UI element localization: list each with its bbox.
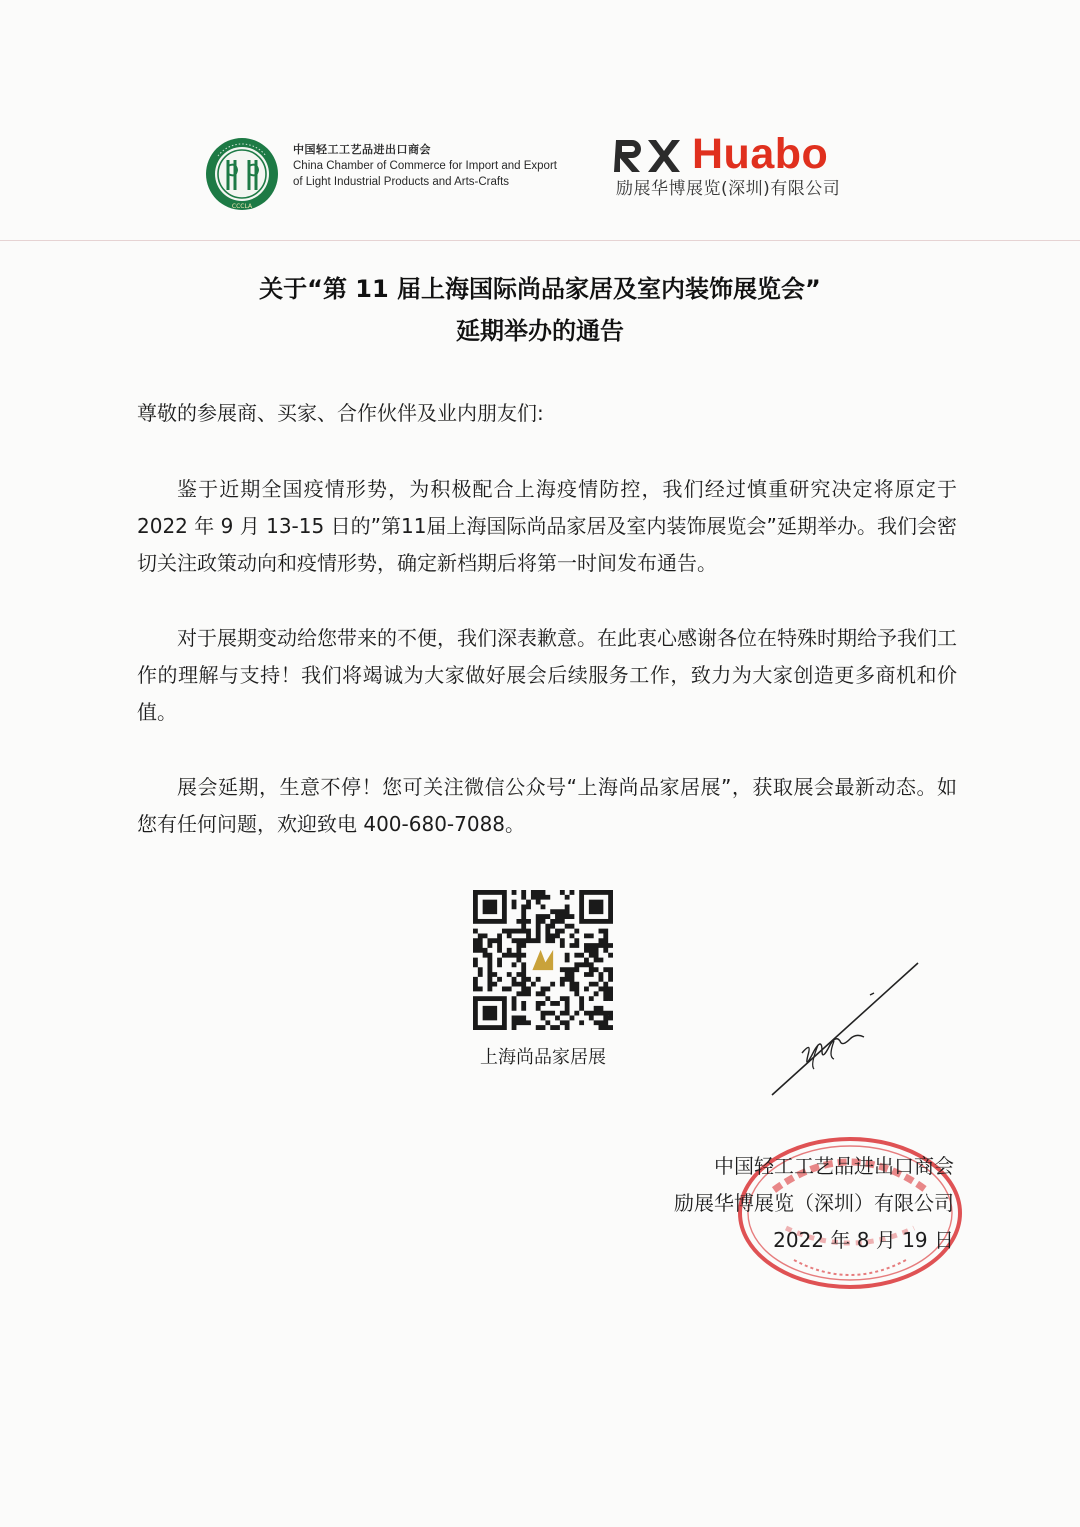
letterhead: [0, 0, 1080, 242]
qr-finder-pattern: [473, 996, 507, 1030]
qr-caption: 上海尚品家居展: [480, 1047, 606, 1068]
ccc-logo-icon: [204, 136, 280, 212]
salutation: 尊敬的参展商、买家、合作伙伴及业内朋友们:: [137, 401, 544, 425]
ccc-name-cn: 中国轻工工艺品进出口商会: [293, 143, 431, 156]
notice-title-line2: 延期举办的通告: [456, 317, 624, 345]
rx-logo-icon: [614, 136, 686, 176]
qr-finder-pattern: [473, 890, 507, 924]
qr-finder-pattern: [579, 890, 613, 924]
notice-title: [0, 268, 1080, 352]
header-divider: [0, 240, 1080, 241]
paragraph-contact: 展会延期，生意不停！您可关注微信公众号“上海尚品家居展”，获取展会最新动态。如您有任何问题，欢迎致电 400-680-7088。: [137, 775, 957, 836]
huabo-brand: Huabo: [692, 130, 829, 178]
ccc-name-en-line1: China Chamber of Commerce for Import and Export: [293, 160, 557, 172]
paragraph-postponement: 鉴于近期全国疫情形势，为积极配合上海疫情防控，我们经过慎重研究决定将原定于 2022 年 9 月 13-15 日的”第11届上海国际尚品家居及室内装饰展览会”延期举办。我们会密切关注政策动向和疫情形势，确定新档期后将第一时间发布通告。: [137, 477, 957, 575]
paragraph-apology: 对于展期变动给您带来的不便，我们深表歉意。在此衷心感谢各位在特殊时期给予我们工作的理解与支持！我们将竭诚为大家做好展会后续服务工作，致力为大家创造更多商机和价值。: [137, 626, 957, 724]
ccc-logo-ring-text: CCCLA: [231, 203, 253, 210]
notice-title-line1: 关于“第 11 届上海国际尚品家居及室内装饰展览会”: [259, 275, 821, 303]
handwritten-signature: [760, 955, 930, 1105]
huabo-name-cn: 励展华博展览(深圳)有限公司: [616, 179, 841, 199]
wechat-qr-code[interactable]: [473, 890, 613, 1030]
sign-off: [674, 1148, 954, 1259]
sign-off-org1: 中国轻工工艺品进出口商会: [714, 1154, 954, 1178]
sign-off-org2: 励展华博展览（深圳）有限公司: [674, 1191, 954, 1215]
ccc-name-block: [293, 142, 557, 190]
sign-off-date: 2022 年 8 月 19 日: [773, 1228, 954, 1252]
ccc-name-en-line2: of Light Industrial Products and Arts-Crafts: [293, 176, 510, 188]
